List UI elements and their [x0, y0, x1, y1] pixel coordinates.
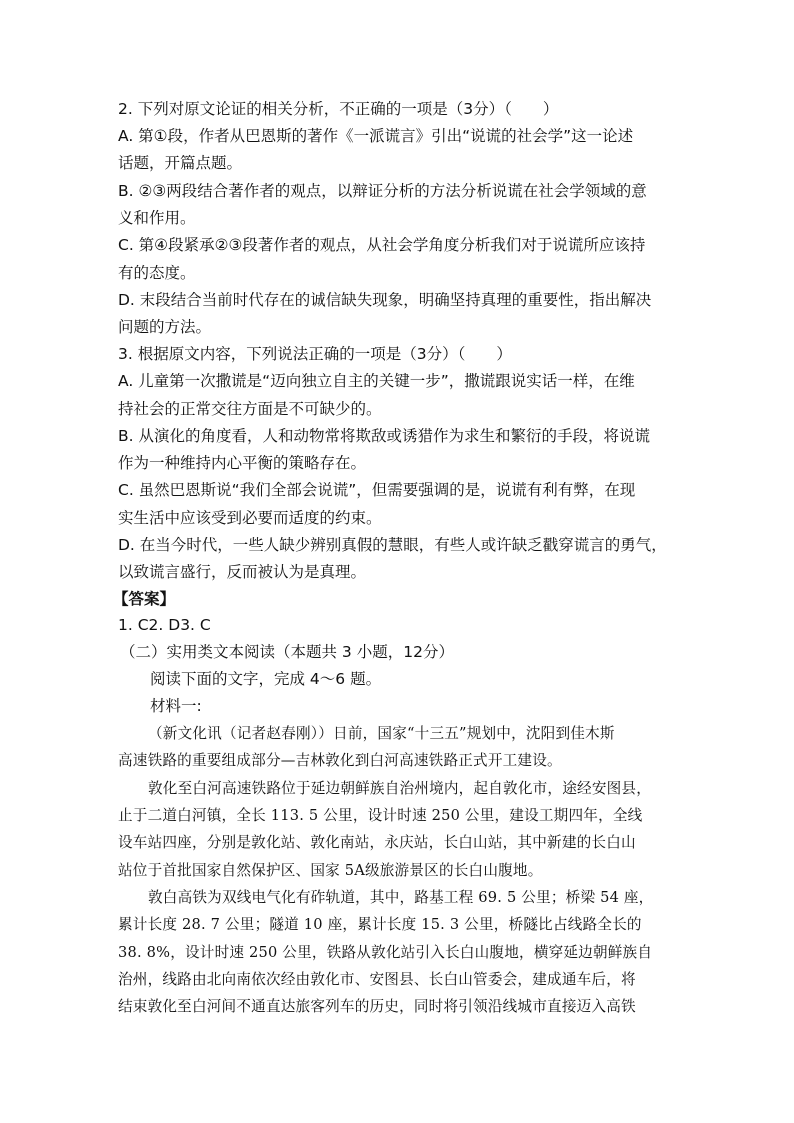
section-2-heading: （二）实用类文本阅读（本题共 3 小题，12分） — [120, 643, 454, 661]
material-line: 治州，线路由北向南依次经由敦化市、安图县、长白山管委会，建成通车后，将 — [118, 971, 636, 988]
answer-text: 1. C2. D3. C — [118, 616, 211, 634]
material-line: 敦化至白河高速铁路位于延边朝鲜族自治州境内，起自敦化市，途经安图县， — [148, 780, 651, 797]
question-3-option-c-line-2: 实生活中应该受到必要而适度的约束。 — [118, 509, 382, 527]
question-2-option-a-line-1: A. 第①段，作者从巴恩斯的著作《一派谎言》引出“说谎的社会学”这一论述 — [118, 127, 634, 145]
material-line: 敦白高铁为双线电气化有砟轨道，其中，路基工程 69. 5 公里；桥梁 54 座， — [148, 889, 654, 906]
material-line: 站位于首批国家自然保护区、国家 5A级旅游景区的长白山腹地。 — [118, 862, 543, 879]
question-2-option-a-line-2: 话题，开篇点题。 — [118, 154, 243, 172]
question-3-option-d-line-2: 以致谎言盛行，反而被认为是真理。 — [118, 563, 367, 581]
material-line: （新文化讯（记者赵春刚））日前，国家“十三五”规划中，沈阳到佳木斯 — [148, 725, 615, 742]
question-3-option-b-line-2: 作为一种维持内心平衡的策略存在。 — [118, 454, 367, 472]
question-2-option-d-line-1: D. 末段结合当前时代存在的诚信缺失现象，明确坚持真理的重要性，指出解决 — [118, 291, 652, 309]
question-2-stem: 2. 下列对原文论证的相关分析，不正确的一项是（3分）（ ） — [118, 100, 559, 118]
material-line: 累计长度 28. 7 公里；隧道 10 座，累计长度 15. 3 公里，桥隧比占线路全长的 — [118, 916, 642, 933]
question-2-option-b-line-1: B. ②③两段结合著作者的观点，以辩证分析的方法分析说谎在社会学领域的意 — [118, 182, 647, 200]
question-3-stem: 3. 根据原文内容，下列说法正确的一项是（3分）（ ） — [118, 345, 512, 363]
question-3-option-a-line-1: A. 儿童第一次撒谎是“迈向独立自主的关键一步”，撒谎跟说实话一样，在维 — [118, 372, 635, 390]
material-line: 结束敦化至白河间不通直达旅客列车的历史，同时将引领沿线城市直接迈入高铁 — [118, 998, 636, 1015]
question-2-option-b-line-2: 义和作用。 — [118, 209, 196, 227]
question-3-option-c-line-1: C. 虽然巴恩斯说“我们全部会说谎”，但需要强调的是，说谎有利有弊，在现 — [118, 481, 636, 499]
material-line: 止于二道白河镇，全长 113. 5 公里，设计时速 250 公里，建设工期四年，全线 — [118, 807, 643, 824]
material-line: 设车站四座，分别是敦化站、敦化南站，永庆站，长白山站，其中新建的长白山 — [118, 834, 636, 851]
section-2-instruction: 阅读下面的文字，完成 4～6 题。 — [150, 670, 382, 688]
question-2-option-c-line-2: 有的态度。 — [118, 264, 196, 282]
question-2-option-d-line-2: 问题的方法。 — [118, 318, 212, 336]
answer-heading: 【答案】 — [113, 590, 176, 608]
question-3-option-d-line-1: D. 在当今时代，一些人缺少辨别真假的慧眼，有些人或许缺乏戳穿谎言的勇气， — [118, 536, 667, 554]
question-2-option-c-line-1: C. 第④段紧承②③段著作者的观点，从社会学角度分析我们对于说谎所应该持 — [118, 236, 646, 254]
material-line: 38. 8%，设计时速 250 公里，铁路从敦化站引入长白山腹地，横穿延边朝鲜族自 — [118, 944, 653, 961]
question-3-option-b-line-1: B. 从演化的角度看，人和动物常将欺敌或诱猎作为求生和繁衍的手段，将说谎 — [118, 427, 650, 445]
material-1-label: 材料一: — [150, 697, 202, 715]
material-line: 高速铁路的重要组成部分—吉林敦化到白河高速铁路正式开工建设。 — [118, 752, 562, 769]
question-3-option-a-line-2: 持社会的正常交往方面是不可缺少的。 — [118, 400, 382, 418]
